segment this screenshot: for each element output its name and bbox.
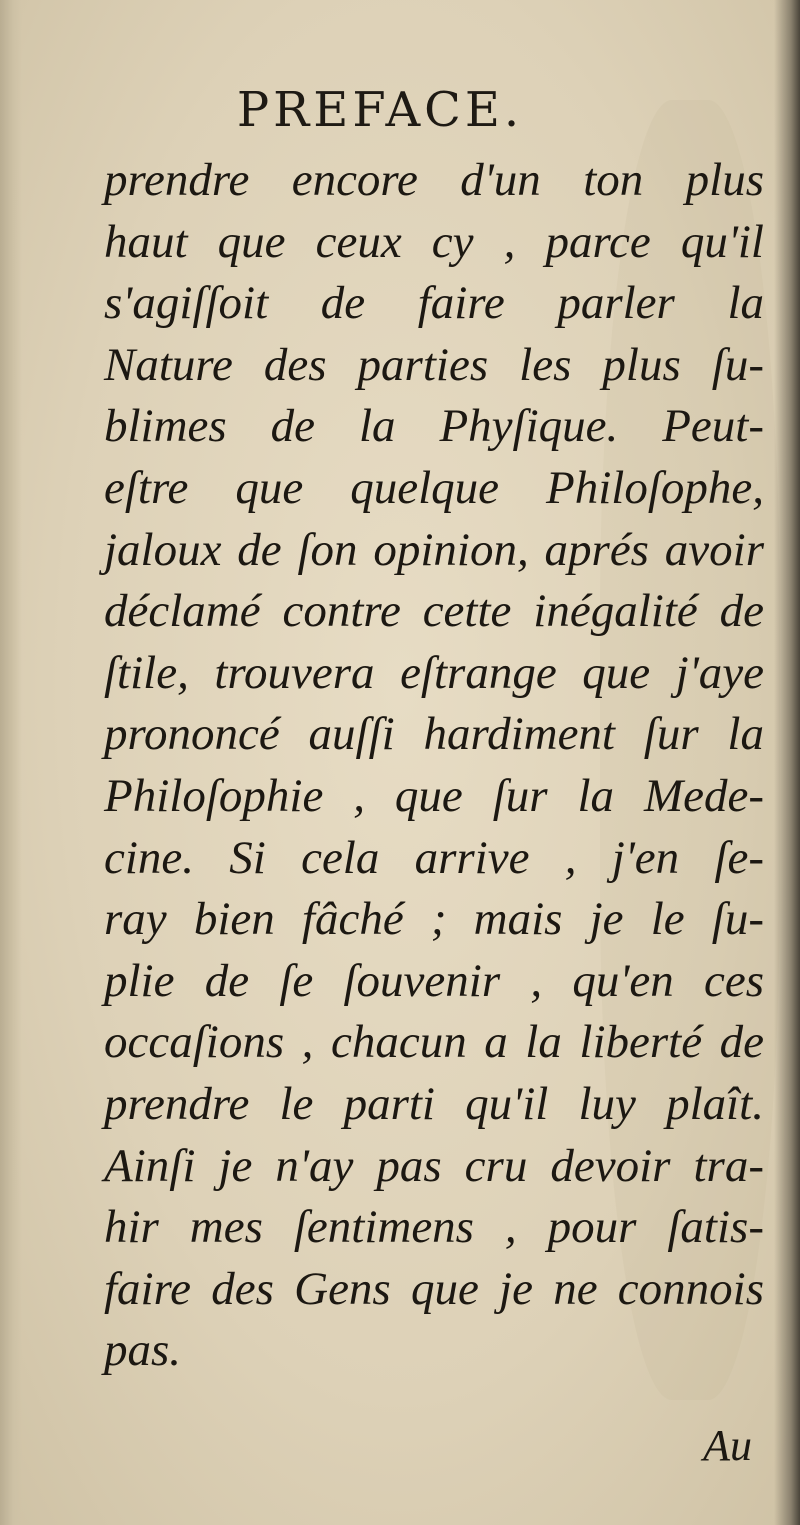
text-block [104, 150, 764, 1382]
text-line: jaloux de ſon opinion, aprés avoir [104, 523, 764, 576]
text-line-last: pas. [104, 1324, 182, 1377]
text-line: plie de ſe ſouvenir , qu'en ces [104, 954, 764, 1007]
text-line: Nature des parties les plus ſu- [104, 338, 764, 391]
page-left-edge [0, 0, 22, 1525]
text-line: prendre encore d'un ton plus [104, 154, 764, 206]
text-line: faire des Gens que je ne connois [104, 1262, 764, 1315]
text-line: prononcé auſſi hardiment ſur la [104, 708, 764, 761]
page-gutter-shadow [774, 0, 800, 1525]
text-line: haut que ceux cy , parce qu'il [104, 215, 764, 268]
text-line: s'agiſſoit de faire parler la [104, 277, 764, 330]
text-line: hir mes ſentimens , pour ſatis- [104, 1201, 764, 1254]
text-line: ſtile, trouvera eſtrange que j'aye [104, 646, 764, 699]
text-line: eſtre que quelque Philoſophe, [104, 461, 764, 514]
text-line: blimes de la Phyſique. Peut- [104, 400, 764, 453]
text-line: cine. Si cela arrive , j'en ſe- [104, 831, 764, 884]
text-line: Philoſophie , que ſur la Mede- [104, 769, 764, 822]
text-line: prendre le parti qu'il luy plaît. [104, 1077, 764, 1130]
text-line: ray bien fâché ; mais je le ſu- [104, 893, 764, 946]
running-head: PREFACE. [236, 82, 524, 138]
text-line: occaſions , chacun a la liberté de [104, 1016, 764, 1069]
text-line: Ainſi je n'ay pas cru devoir tra- [104, 1139, 764, 1192]
catchword: Au [703, 1421, 752, 1470]
text-line: déclamé contre cette inégalité de [104, 585, 764, 638]
